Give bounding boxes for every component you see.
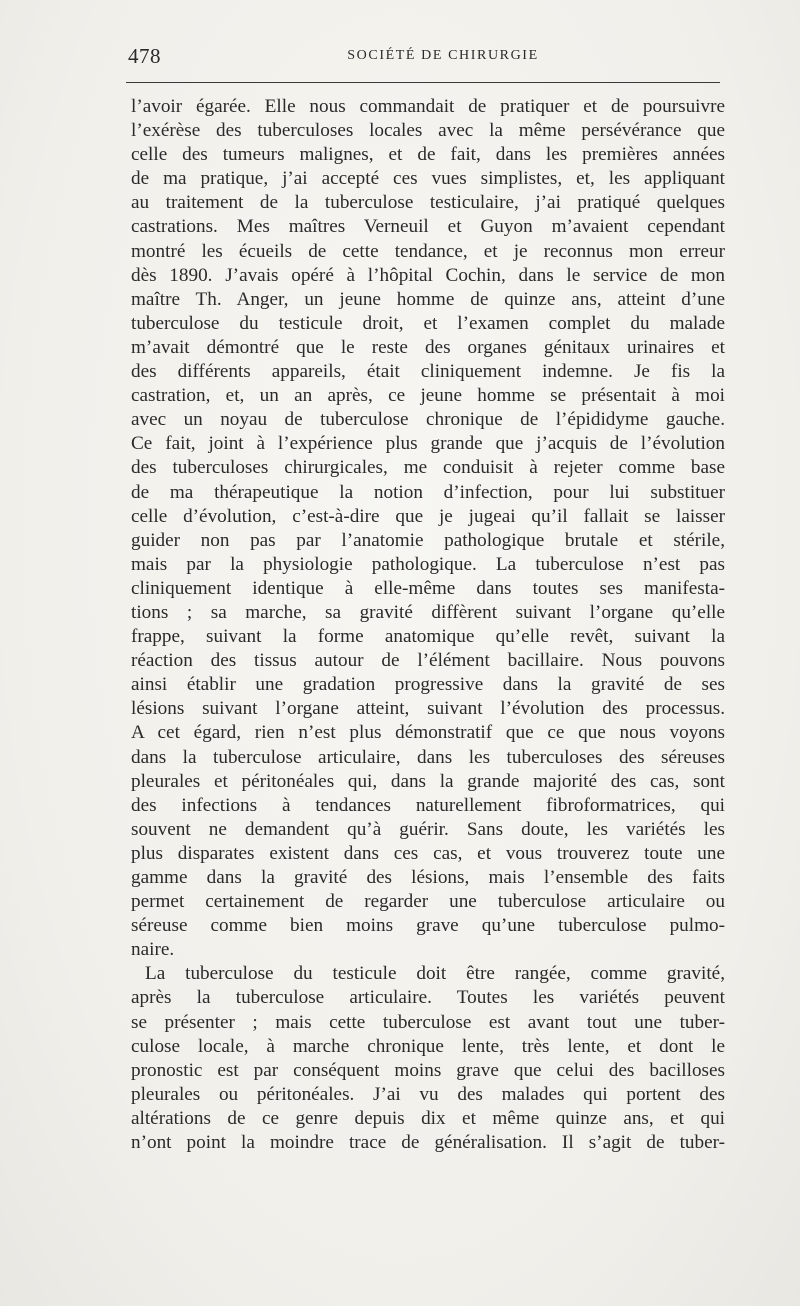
text-line: castration, et, un an après, ce jeune homme se présentait à moi (131, 385, 725, 407)
text-line: avec un noyau de tuberculose chronique de l’épididyme gauche. (131, 409, 725, 431)
text-line: dès 1890. J’avais opéré à l’hôpital Cochin, dans le service de mon (131, 264, 725, 286)
text-line: m’avait démontré que le reste des organes génitaux urinaires et (131, 336, 725, 358)
text-line: souvent ne demandent qu’à guérir. Sans doute, les variétés les (131, 818, 725, 840)
text-line: de ma thérapeutique la notion d’infection, pour lui substituer (131, 481, 725, 503)
text-line: se présenter ; mais cette tuberculose est avant tout une tuber- (131, 1011, 725, 1033)
text-line: après la tuberculose articulaire. Toutes les variétés peuvent (131, 987, 725, 1009)
text-line: naire. (131, 939, 175, 961)
running-head: SOCIÉTÉ DE CHIRURGIE (347, 48, 539, 63)
text-line: tions ; sa marche, sa gravité diffèrent suivant l’organe qu’elle (131, 601, 725, 623)
text-line: mais par la physiologie pathologique. La tuberculose n’est pas (131, 553, 725, 575)
text-line: Ce fait, joint à l’expérience plus grande que j’acquis de l’évolution (131, 433, 725, 455)
page-header (126, 44, 720, 74)
text-line: maître Th. Anger, un jeune homme de quinze ans, atteint d’une (131, 288, 725, 310)
text-line: ainsi établir une gradation progressive dans la gravité de ses (131, 674, 725, 696)
text-line: plus disparates existent dans ces cas, et vous trouverez toute une (131, 842, 725, 864)
page-number: 478 (128, 44, 161, 68)
text-line: frappe, suivant la forme anatomique qu’elle revêt, suivant la (131, 626, 725, 648)
text-line: pleurales et péritonéales qui, dans la grande majorité des cas, sont (131, 770, 725, 792)
text-line: réaction des tissus autour de l’élément bacillaire. Nous pouvons (131, 650, 725, 672)
text-line: des différents appareils, était cliniquement indemne. Je fis la (131, 361, 725, 383)
text-line: A cet égard, rien n’est plus démonstratif que ce que nous voyons (131, 722, 725, 744)
text-line: altérations de ce genre depuis dix et même quinze ans, et qui (131, 1107, 725, 1129)
text-line: castrations. Mes maîtres Verneuil et Guyon m’avaient cependant (131, 216, 725, 238)
text-line: gamme dans la gravité des lésions, mais l’ensemble des faits (131, 867, 725, 888)
text-line: culose locale, à marche chronique lente, très lente, et dont le (131, 1035, 725, 1057)
text-line: au traitement de la tuberculose testiculaire, j’ai pratiqué quelques (131, 192, 725, 214)
text-line: celle d’évolution, c’est-à-dire que je jugeai qu’il fallait se laisser (131, 505, 725, 527)
text-line: des infections à tendances naturellement fibroformatrices, qui (131, 794, 725, 816)
text-line: guider non pas par l’anatomie pathologique brutale et stérile, (131, 529, 725, 551)
text-line: celle des tumeurs malignes, et de fait, dans les premières années (131, 144, 725, 166)
text-line: cliniquement identique à elle-même dans toutes ses manifesta- (131, 577, 725, 599)
body-text (131, 95, 725, 1155)
header-rule (126, 82, 720, 83)
text-line: de ma pratique, j’ai accepté ces vues simplistes, et, les appliquant (131, 168, 725, 190)
text-line: permet certainement de regarder une tuberculose articulaire ou (131, 891, 725, 913)
text-line: dans la tuberculose articulaire, dans les tuberculoses des séreuses (131, 746, 725, 768)
text-line: montré les écueils de cette tendance, et je reconnus mon erreur (131, 240, 725, 262)
text-line: lésions suivant l’organe atteint, suivant l’évolution des processus. (131, 698, 725, 720)
text-line: pronostic est par conséquent moins grave que celui des bacilloses (131, 1059, 725, 1081)
text-line: l’avoir égarée. Elle nous commandait de pratiquer et de poursuivre (131, 96, 725, 117)
text-line: séreuse comme bien moins grave qu’une tuberculose pulmo- (131, 915, 725, 937)
text-line: tuberculose du testicule droit, et l’examen complet du malade (131, 312, 725, 334)
text-line: n’ont point la moindre trace de généralisation. Il s’agit de tuber- (131, 1132, 725, 1154)
text-line: l’exérèse des tuberculoses locales avec la même persévérance que (131, 120, 725, 142)
text-line: des tuberculoses chirurgicales, me conduisit à rejeter comme base (131, 457, 725, 479)
text-line: La tuberculose du testicule doit être rangée, comme gravité, (145, 963, 725, 985)
text-line: pleurales ou péritonéales. J’ai vu des malades qui portent des (131, 1083, 725, 1105)
